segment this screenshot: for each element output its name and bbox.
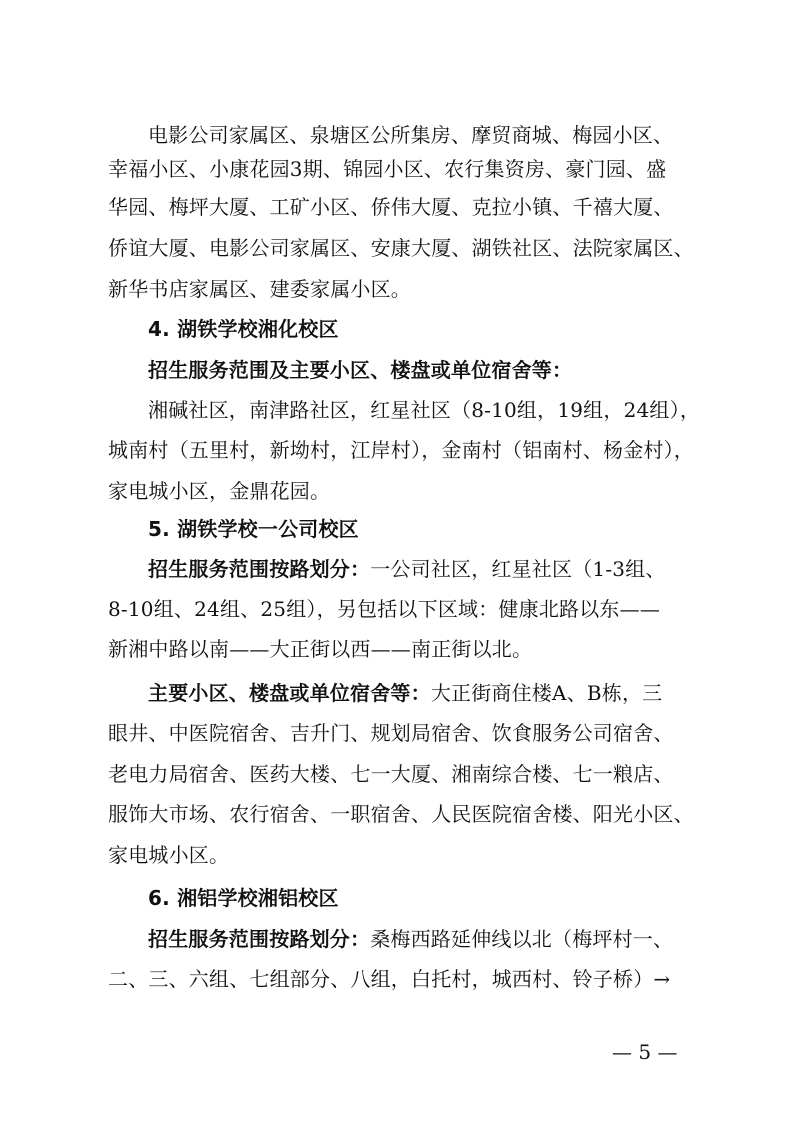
body-text-line: 城南村（五里村，新坳村，江岸村），金南村（铝南村、杨金村）， — [108, 438, 694, 462]
body-text-line: 家电城小区。 — [108, 843, 230, 867]
body-text-line — [0, 681, 793, 705]
body-text-line — [0, 927, 793, 951]
body-text-run: 桑梅西路延伸线以北（梅坪村一、 — [370, 927, 674, 951]
body-text-line: 湘碱社区，南津路社区，红星社区（8-10组，19组，24组）， — [148, 398, 701, 422]
body-text-line: 新湘中路以南——大正街以西——南正街以北。 — [108, 637, 533, 661]
section-heading-5: 5. 湖铁学校一公司校区 — [148, 517, 359, 541]
body-text-line: 新华书店家属区、建委家属小区。 — [108, 277, 411, 301]
bold-lead-text: 招生服务范围按路划分： — [148, 927, 371, 951]
section-heading-4: 4. 湖铁学校湘化校区 — [148, 317, 339, 341]
body-text-line: 侨谊大厦、电影公司家属区、安康大厦、湖铁社区、法院家属区、 — [108, 236, 694, 260]
body-text-line: 老电力局宿舍、医药大楼、七一大厦、湘南综合楼、七一粮店、 — [108, 762, 674, 786]
body-text-line: 家电城小区，金鼎花园。 — [108, 479, 331, 503]
body-text-line: 服饰大市场、农行宿舍、一职宿舍、人民医院宿舍楼、阳光小区、 — [108, 802, 694, 826]
section-subheading: 招生服务范围及主要小区、楼盘或单位宿舍等： — [148, 358, 573, 382]
bold-lead-text: 主要小区、楼盘或单位宿舍等： — [148, 681, 431, 705]
body-text-line: 华园、梅坪大厦、工矿小区、侨伟大厦、克拉小镇、千禧大厦、 — [108, 195, 674, 219]
body-text-run: 大正街商住楼A、B栋，三 — [430, 681, 663, 705]
body-text-run: 一公司社区，红星社区（1-3组、 — [370, 557, 666, 581]
body-text-line: 眼井、中医院宿舍、吉升门、规划局宿舍、饮食服务公司宿舍、 — [108, 721, 674, 745]
body-text-line: 二、三、六组、七组部分、八组，白托村，城西村、铃子桥）→ — [108, 967, 671, 991]
body-text-line: 幸福小区、小康花园3期、锦园小区、农行集资房、豪门园、盛 — [108, 157, 667, 181]
section-heading-6: 6. 湘铝学校湘铝校区 — [148, 886, 339, 910]
body-text-line: 电影公司家属区、泉塘区公所集房、摩贸商城、梅园小区、 — [148, 123, 674, 147]
body-text-line — [0, 557, 793, 581]
body-text-line: 8-10组、24组、25组），另包括以下区域：健康北路以东—— — [108, 597, 661, 621]
bold-lead-text: 招生服务范围按路划分： — [148, 557, 371, 581]
page-number: — 5 — — [612, 1040, 678, 1064]
